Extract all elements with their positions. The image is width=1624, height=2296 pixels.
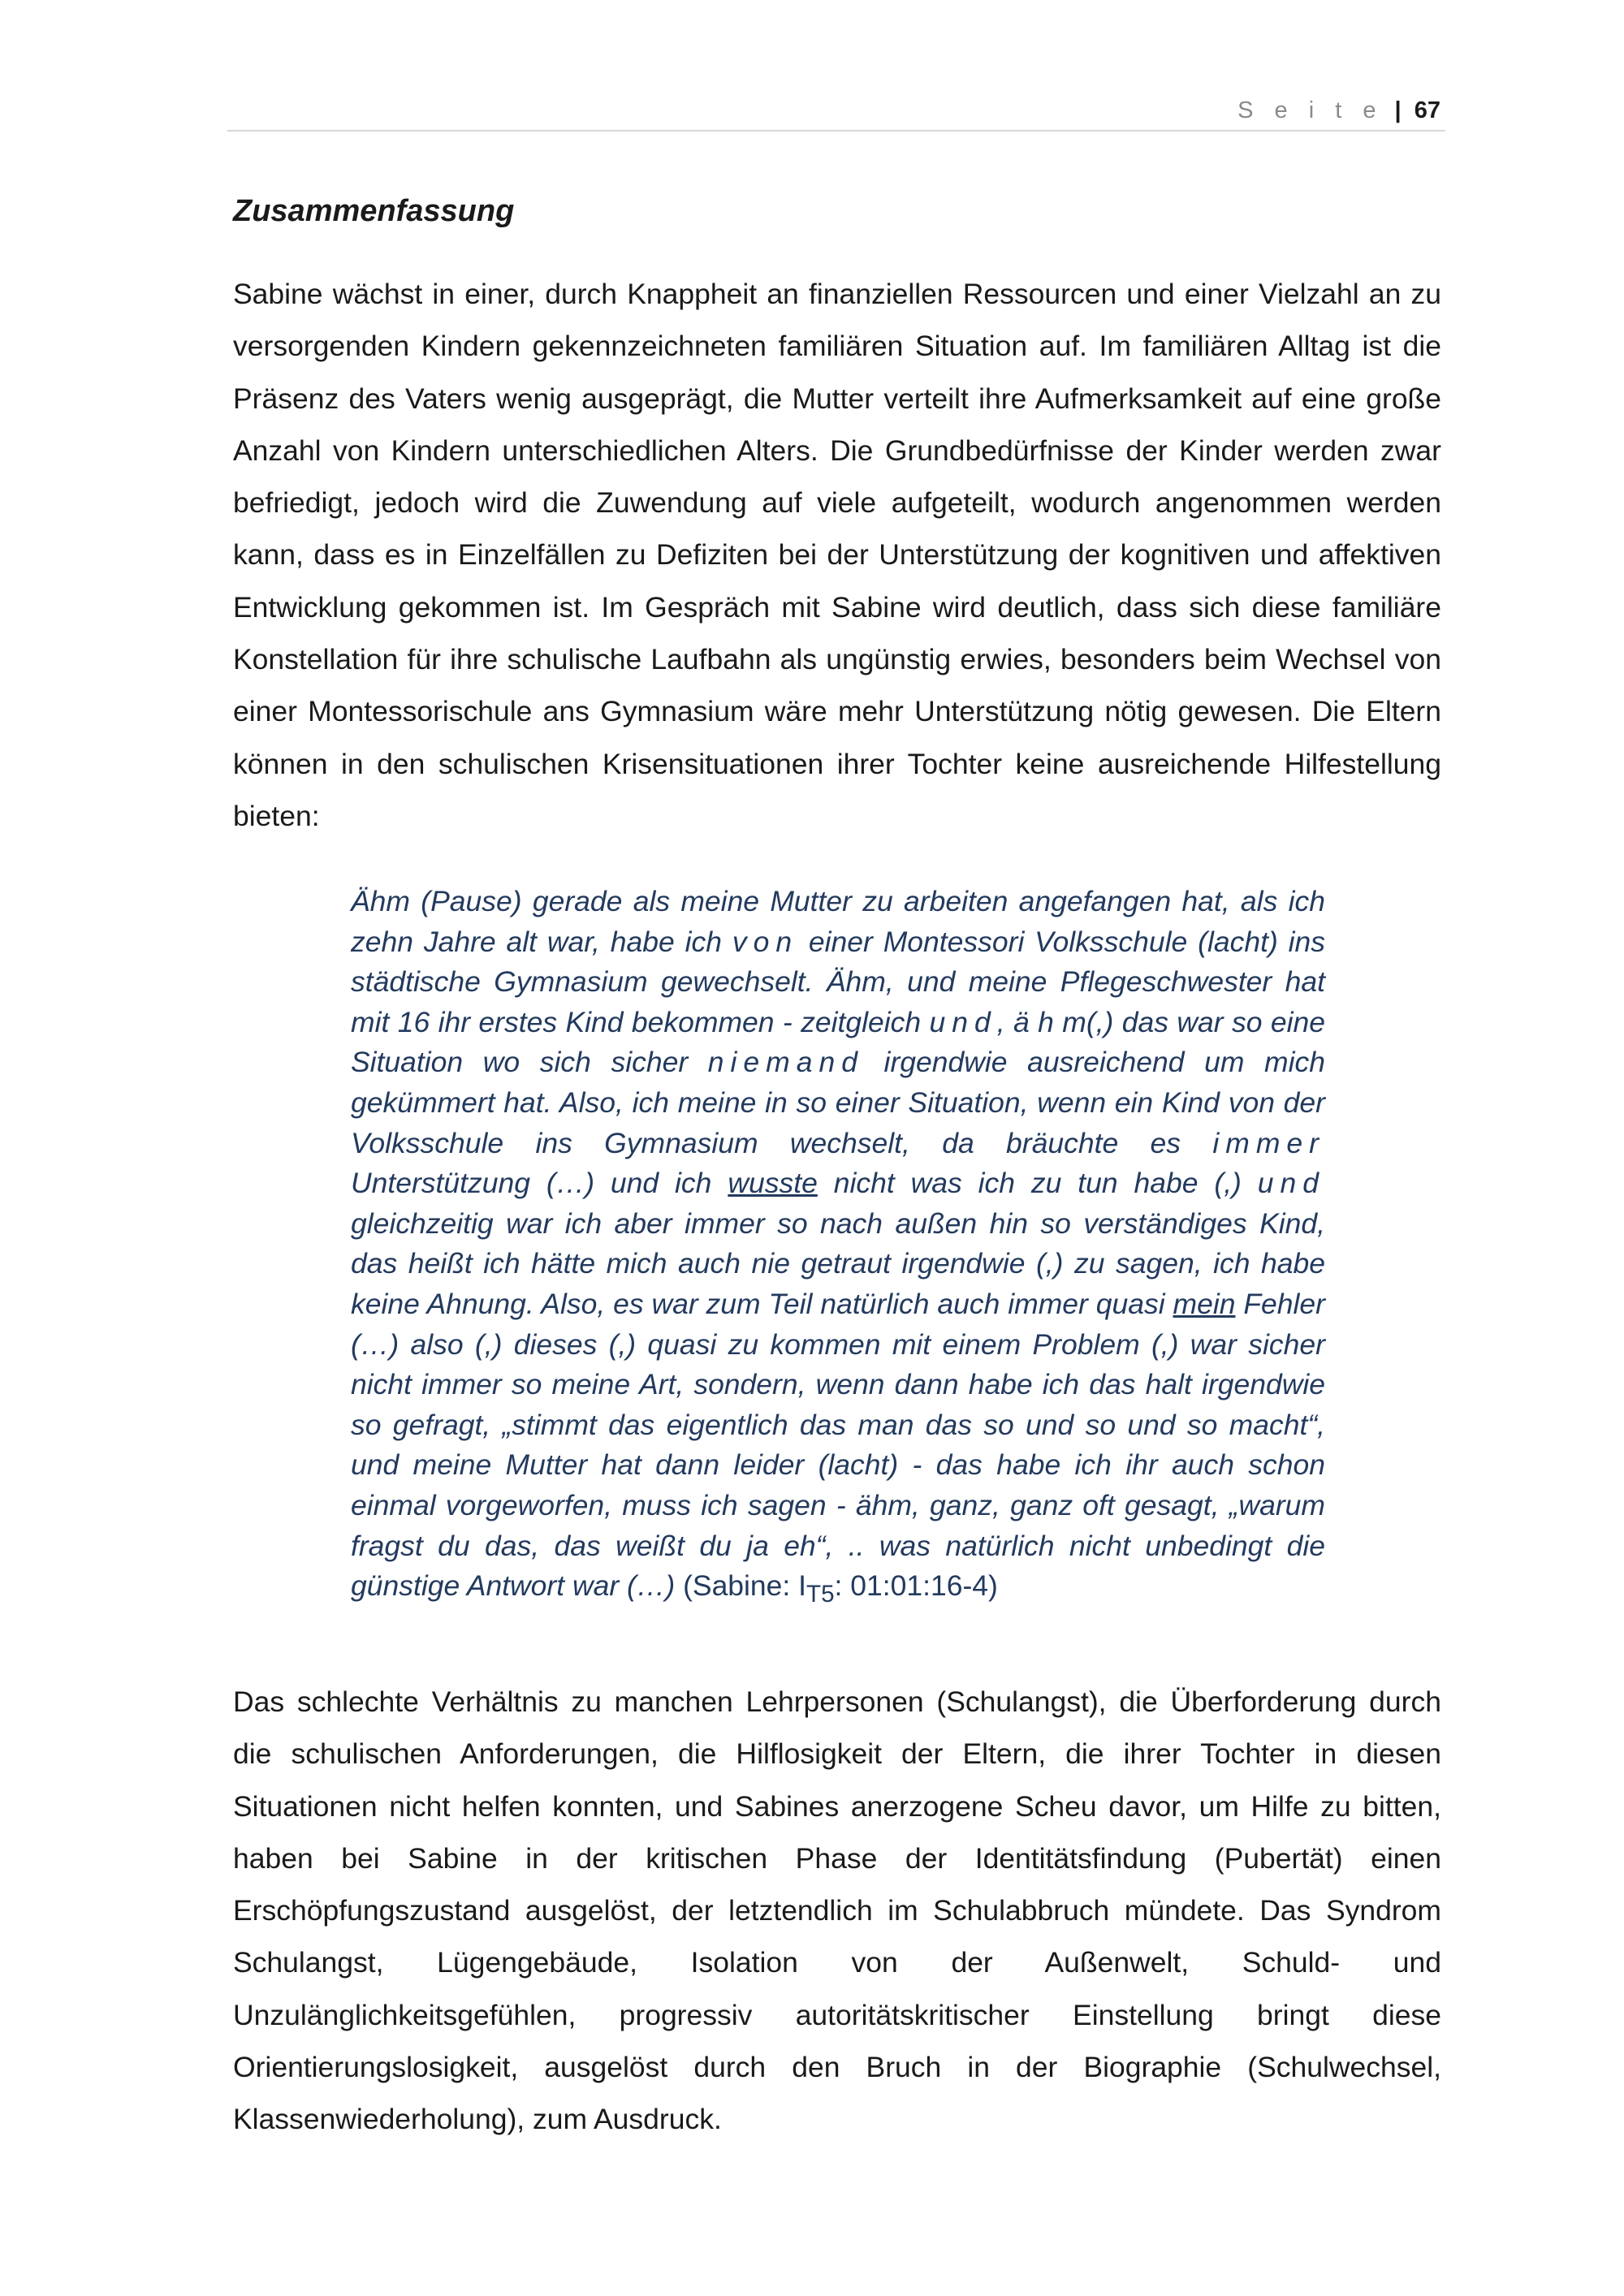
quote-emphasis: von (732, 925, 799, 958)
citation-subscript: T5 (806, 1581, 835, 1608)
quote-emphasis: und (929, 1005, 997, 1038)
page-header (227, 88, 1445, 132)
quote-text: nicht was ich zu tun habe (,) (817, 1167, 1258, 1200)
seite-label: S e i t e (1237, 97, 1384, 123)
page-number: 67 (1414, 97, 1440, 123)
quote-citation (683, 1569, 998, 1608)
quote-text: gleichzeitig war ich aber immer so nach außen hin so verständiges Kind, das heißt ich hätte mich auch nie getraut irgendwie (,) zu sagen, ich habe keine Ahnung. Also, es war zum Teil natürlich auch immer quasi (351, 1206, 1325, 1320)
quote-underlined: wusste (728, 1167, 818, 1200)
quote-text: irgendwie ausreichend um mich gekümmert hat. Also, ich meine in so einer Situation, wenn ein Kind von der Volksschule ins Gymnasium wechselt, da bräuchte es (351, 1046, 1325, 1159)
body-paragraph-1: Sabine wächst in einer, durch Knappheit an finanziellen Ressourcen und einer Vielzahl an zu versorgenden Kindern gekennzeichneten familiären Situation auf. Im familiären Alltag ist die Präsenz des Vaters wenig ausgeprägt, die Mutter verteilt ihre Aufmerksamkeit auf eine große Anzahl von Kindern unterschiedlichen Alters. Die Grundbedürfnisse der Kinder werden zwar befriedigt, jedoch wird die Zuwendung auf viele aufgeteilt, wodurch angenommen werden kann, dass es in Einzelfällen zu Defiziten bei der Unterstützung der kognitiven und affektiven Entwicklung gekommen ist. Im Gespräch mit Sabine wird deutlich, dass sich diese familiäre Konstellation für ihre schulische Laufbahn als ungünstig erwies, besonders beim Wechsel von einer Montessorischule ans Gymnasium wäre mehr Unterstützung nötig gewesen. Die Eltern können in den schulischen Krisensituationen ihrer Tochter keine ausreichende Hilfestellung bieten: (233, 278, 1441, 832)
quote-emphasis: und (1257, 1167, 1325, 1200)
body-paragraph-2: Das schlechte Verhältnis zu manchen Lehrpersonen (Schulangst), die Überforderung durch die schulischen Anforderungen, die Hilflosigkeit der Eltern, die ihrer Tochter in diesen Situationen nicht helfen konnten, und Sabines anerzogene Scheu davor, um Hilfe zu bitten, haben bei Sabine in der kritischen Phase der Identitätsfindung (Pubertät) einen Erschöpfungszustand ausgelöst, der letztendlich im Schulabbruch mündete. Das Syndrom Schulangst, Lügengebäude, Isolation von der Außenwelt, Schuld- und Unzulänglichkeitsgefühlen, progressiv autoritätskritischer Einstellung bringt diese Orientierungslosigkeit, ausgelöst durch den Bruch in der Biographie (Schulwechsel, Klassenwiederholung), zum Ausdruck. (233, 1685, 1441, 2136)
citation-suffix: : 01:01:16-4) (834, 1569, 998, 1603)
header-separator: | (1394, 97, 1402, 123)
quote-text: Fehler (…) also (,) dieses (,) quasi zu kommen mit einem Problem (,) war sicher nicht immer so meine Art, sondern, wenn dann habe ich das halt irgendwie so gefragt, „stimmt das eigentlich das man das so und so und so macht“, und meine Mutter hat dann leider (lacht) - das habe ich ihr auch schon einmal vorgeworfen, muss ich sagen - ähm, ganz, ganz oft gesagt, „warum fragst du das, das weißt du ja eh“, .. was natürlich nicht unbedingt die günstige Antwort war (…) (351, 1287, 1325, 1603)
quote-emphasis: immer (1212, 1126, 1325, 1159)
page-indicator (1237, 96, 1440, 125)
citation-prefix: (Sabine: I (683, 1569, 807, 1603)
quote-text: Ähm (Pause) gerade als meine Mutter zu arbeiten angefangen hat, als ich zehn Jahre alt war, habe ich (351, 885, 1325, 958)
interview-quote (351, 882, 1325, 1615)
quote-text: einer Montessori Volksschule (lacht) ins städtische Gymnasium gewechselt. Ähm, und meine Pflegeschwester hat mit 16 ihr erstes Kind bekommen - zeitgleich (351, 925, 1325, 1038)
section-title: Zusammenfassung (233, 194, 515, 228)
quote-text: Unterstützung (…) und ich (351, 1167, 728, 1200)
quote-text: , ä h m(,) das war so eine Situation wo sich sicher (351, 1005, 1325, 1079)
quote-emphasis: niemand (707, 1046, 864, 1079)
quote-underlined: mein (1173, 1287, 1236, 1320)
